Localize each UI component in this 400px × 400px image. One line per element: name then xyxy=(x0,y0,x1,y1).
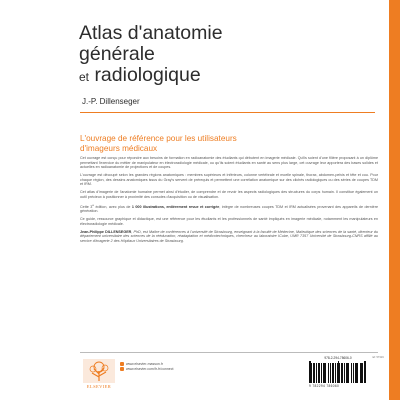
elsevier-tree-icon xyxy=(83,359,115,383)
barcode-bar xyxy=(319,363,320,383)
paragraph-intro: Cet ouvrage est conçu pour répondre aux besoins de formation en radioanatomie des étudiants qui débutent en imagerie médicale. Qu'ils soient d'une filière proposant à un diplôme permettant l'exercice du métier de manipulateur en électroradiologie médicale, ou qu'ils soient étudiants en santé au sens plus large, cet ouvrage leur apportera des bases solides et actuelles en radioanatomie de projections et de coupes. xyxy=(80,156,378,170)
title-line-2: générale xyxy=(79,43,155,65)
barcode-bar xyxy=(344,363,345,383)
edition-highlight: 1 000 illustrations, entièrement revue et corrigée xyxy=(131,204,220,209)
back-cover-text xyxy=(80,156,378,247)
barcode-bar xyxy=(325,363,326,383)
edition-post: , intègre de nombreuses coupes TDM et IRM actualisées provenant des appareils de dernière génération. xyxy=(80,204,378,214)
barcode-bar xyxy=(311,363,312,383)
globe-icon xyxy=(120,362,124,366)
cover-spine-band xyxy=(389,0,400,400)
barcode-bars xyxy=(309,361,367,383)
barcode xyxy=(309,356,367,388)
author-bio-text: , PhD, est Maître de conférences à l'université de Strasbourg, enseignant à la faculté de Médecine, Maïeutique des sciences de la santé, directeur du département universitaire des sciences de la rééducation, réadaptation et médicotechniques, chercheur au laboratoire ICube, UMR 7357 Université de Strasbourg-CNRS affilié au service d'imagerie 2 des Hôpitaux Universitaires de Strasbourg. xyxy=(80,229,379,243)
publisher-websites xyxy=(120,362,173,372)
paragraph-edition xyxy=(80,203,378,214)
barcode-bar xyxy=(351,363,352,383)
book-title xyxy=(79,23,339,88)
website-2 xyxy=(120,367,173,372)
isbn-number: 978-2-294-78606-0 xyxy=(324,356,352,360)
website-1-text[interactable]: www.elsevier-masson.fr xyxy=(126,362,163,366)
barcode-digits: 9 782294 786060 xyxy=(309,384,340,388)
barcode-bar xyxy=(324,363,325,383)
paragraph-guide: Ce guide, ressource graphique et didactique, est une référence pour les étudiants et les professionnels de santé impliqués en imagerie médicale, notamment les manipulateurs en électroradiologie médicale. xyxy=(80,217,378,226)
edition-mid: édition, avec plus de xyxy=(94,204,132,209)
barcode-bar xyxy=(330,363,331,383)
tagline-line-2: d'imageurs médicaux xyxy=(80,143,158,153)
title-line-3 xyxy=(79,65,339,88)
edition-sup: e xyxy=(92,202,95,207)
barcode-bar xyxy=(365,361,366,383)
tagline xyxy=(80,134,350,153)
title-line-1: Atlas d'anatomie xyxy=(79,22,223,44)
barcode-bar xyxy=(361,363,362,383)
website-2-text[interactable]: www.elsevier.com/fr-fr/connect xyxy=(126,367,174,371)
barcode-bar xyxy=(335,363,336,383)
reference-code: ref: 57319 xyxy=(372,356,384,359)
title-line-3-text: radiologique xyxy=(94,64,201,86)
author-name: J.-P. Dillenseger xyxy=(82,97,140,106)
edition-pre: Cette 3 xyxy=(80,204,93,209)
publisher-logo xyxy=(83,359,115,389)
barcode-bar xyxy=(357,363,358,383)
publisher-name: ELSEVIER xyxy=(86,384,112,389)
tagline-line-1: L'ouvrage de référence pour les utilisateurs xyxy=(80,134,237,143)
barcode-bar xyxy=(348,363,349,383)
author-bio-name: Jean-Philippe DILLENSEGER xyxy=(80,229,132,234)
title-connector: et xyxy=(79,70,90,84)
paragraph-structure: L'ouvrage est découpé selon les grandes régions anatomiques : membres supérieurs et inférieurs, colonne vertébrale et moelle spinale, thorax, abdomen-pelvis et tête et cou. Pour chaque région, des dessins anatomiques issus du Gray's servent de prérequis et permettent une corrélation anatomique sur des clichés radiologiques ou des séries de coupes TDM et IRM. xyxy=(80,173,378,187)
link-icon xyxy=(120,367,124,371)
paragraph-atlas: Cet atlas d'imagerie de l'anatomie humaine permet ainsi d'étudier, de comprendre et de revoir les aspects radiologiques des structures du corps humain. Il constitue également un outil précieux à positionner à proximité des consoles d'acquisition ou de visualisation. xyxy=(80,190,378,199)
paragraph-author-bio xyxy=(80,230,378,244)
footer-divider xyxy=(80,352,378,353)
divider xyxy=(80,112,375,113)
barcode-bar xyxy=(316,363,317,383)
